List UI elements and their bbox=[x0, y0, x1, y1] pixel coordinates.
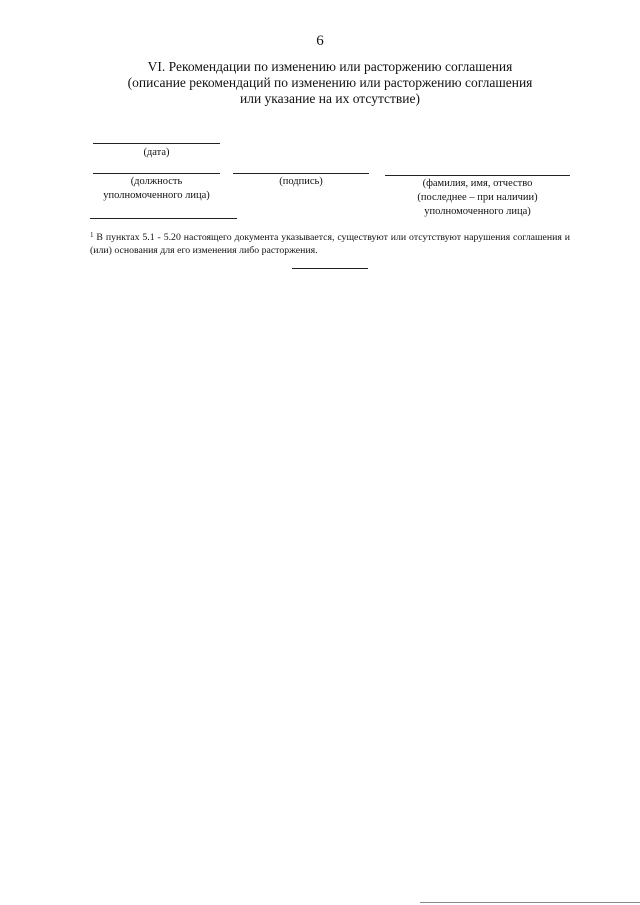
name-caption: (фамилия, имя, отчество (последнее – при наличии) уполномоченного лица) bbox=[417, 178, 538, 217]
date-line bbox=[93, 143, 220, 144]
signature-caption: (подпись) bbox=[279, 176, 323, 187]
name-line bbox=[385, 175, 570, 176]
footnote bbox=[90, 231, 570, 257]
date-caption: (дата) bbox=[143, 147, 170, 158]
footnote-separator bbox=[90, 218, 237, 219]
position-caption: (должность уполномоченного лица) bbox=[103, 176, 210, 201]
end-line bbox=[292, 268, 368, 269]
section-subtitle-line2: или указание на их отсутствие) bbox=[240, 91, 420, 106]
position-line bbox=[93, 173, 220, 174]
page-number: 6 bbox=[316, 33, 324, 49]
section-heading bbox=[80, 59, 580, 107]
signature-line bbox=[233, 173, 369, 174]
footnote-marker: 1 bbox=[90, 231, 94, 239]
bottom-rule bbox=[420, 902, 640, 903]
section-subtitle-line1: (описание рекомендаций по изменению или расторжению соглашения bbox=[127, 75, 533, 90]
section-title: VI. Рекомендации по изменению или расторжению соглашения bbox=[147, 59, 513, 74]
footnote-text: В пунктах 5.1 - 5.20 настоящего документа указывается, существуют или отсутствуют нарушения соглашения и (или) основания для его изменения либо расторжения. bbox=[90, 232, 570, 256]
